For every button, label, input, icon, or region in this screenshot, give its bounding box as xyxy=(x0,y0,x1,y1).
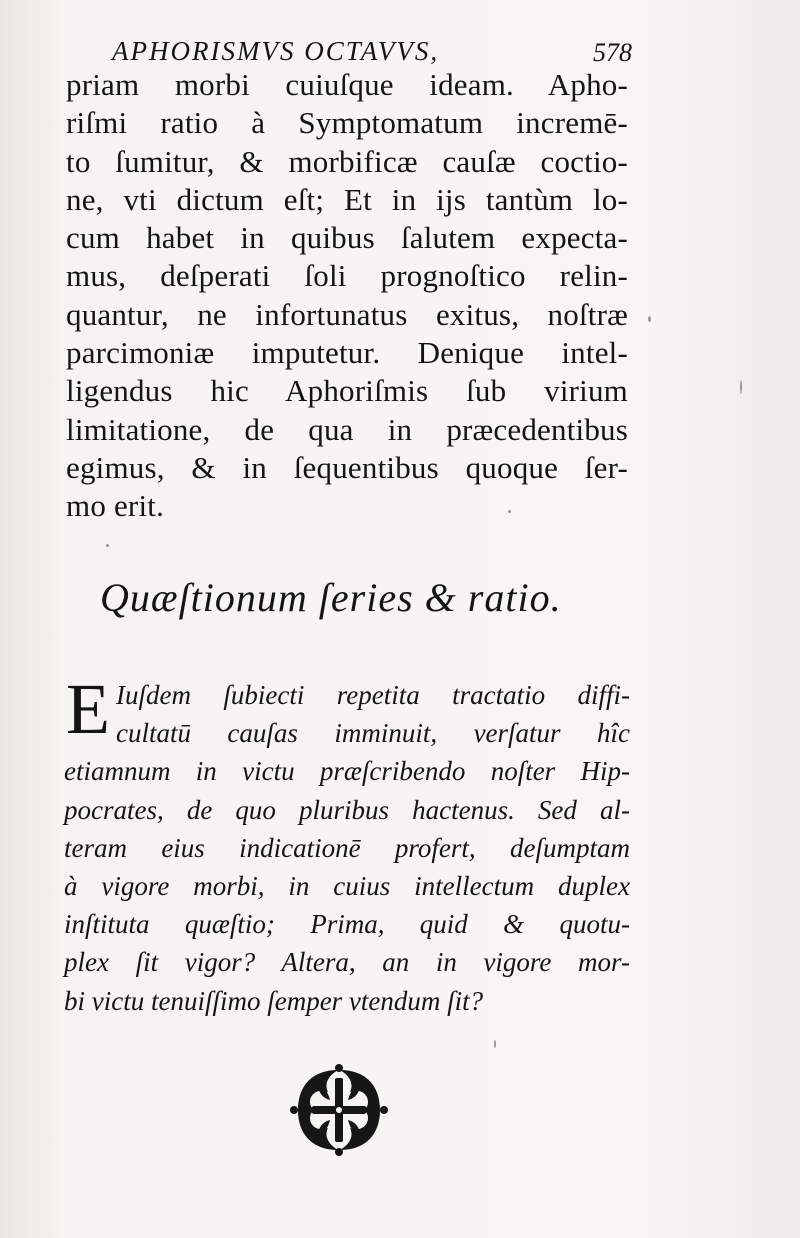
text-line: pocrates, de quo pluribus hactenus. Sed al- xyxy=(64,794,630,825)
section-heading: Quæſtionum ſeries & ratio. xyxy=(100,575,562,620)
text-line: etiamnum in victu præſcribendo noſter Hip- xyxy=(64,756,630,787)
text-line: bi victu tenuiſſimo ſemper vtendum ſit? xyxy=(64,985,484,1016)
fleuron-ornament-icon xyxy=(288,1062,390,1158)
paper-speck xyxy=(494,1040,496,1048)
text-line: cultatū cauſas imminuit, verſatur hîc xyxy=(116,718,630,749)
text-line: plex ſit vigor? Altera, an in vigore mor- xyxy=(64,947,630,978)
running-head xyxy=(112,36,632,70)
text-line: egimus, & in ſequentibus quoque ſer- xyxy=(66,449,628,485)
text-line: cum habet in quibus ſalutem expecta- xyxy=(66,220,628,256)
text-line: mus, deſperati ſoli prognoſtico relin- xyxy=(66,258,628,294)
text-line: limitatione, de qua in præcedentibus xyxy=(66,411,628,447)
text-line: ligendus hic Aphoriſmis ſub virium xyxy=(66,373,628,409)
paragraph-roman xyxy=(66,66,628,526)
text-line: inſtituta quæſtio; Prima, quid & quotu- xyxy=(64,909,630,940)
text-line: riſmi ratio à Symptomatum incremē- xyxy=(66,105,628,141)
text-line: teram eius indicationē profert, deſumptam xyxy=(64,832,630,863)
text-line: priam morbi cuiuſque ideam. Apho- xyxy=(66,67,628,102)
paper-speck xyxy=(740,380,742,394)
text-line: Iuſdem ſubiecti repetita tractatio diffi- xyxy=(116,680,630,710)
paper-speck xyxy=(648,316,651,322)
text-line: to ſumitur, & morbificæ cauſæ coctio- xyxy=(66,143,628,179)
text-line: ne, vti dictum eſt; Et in ijs tantùm lo- xyxy=(66,181,628,217)
paragraph-italic xyxy=(64,669,630,1020)
page-number: 578 xyxy=(593,38,632,67)
drop-cap: E xyxy=(66,669,110,749)
text-line: mo erit. xyxy=(66,488,165,524)
text-line: parcimoniæ imputetur. Denique intel- xyxy=(66,335,628,371)
running-title: APHORISMVS OCTAVVS, xyxy=(112,36,440,66)
text-line: quantur, ne infortunatus exitus, noſtræ xyxy=(66,296,628,332)
paper-speck xyxy=(106,544,109,547)
text-line: à vigore morbi, in cuius intellectum duplex xyxy=(64,870,630,901)
paper-speck xyxy=(508,510,511,513)
